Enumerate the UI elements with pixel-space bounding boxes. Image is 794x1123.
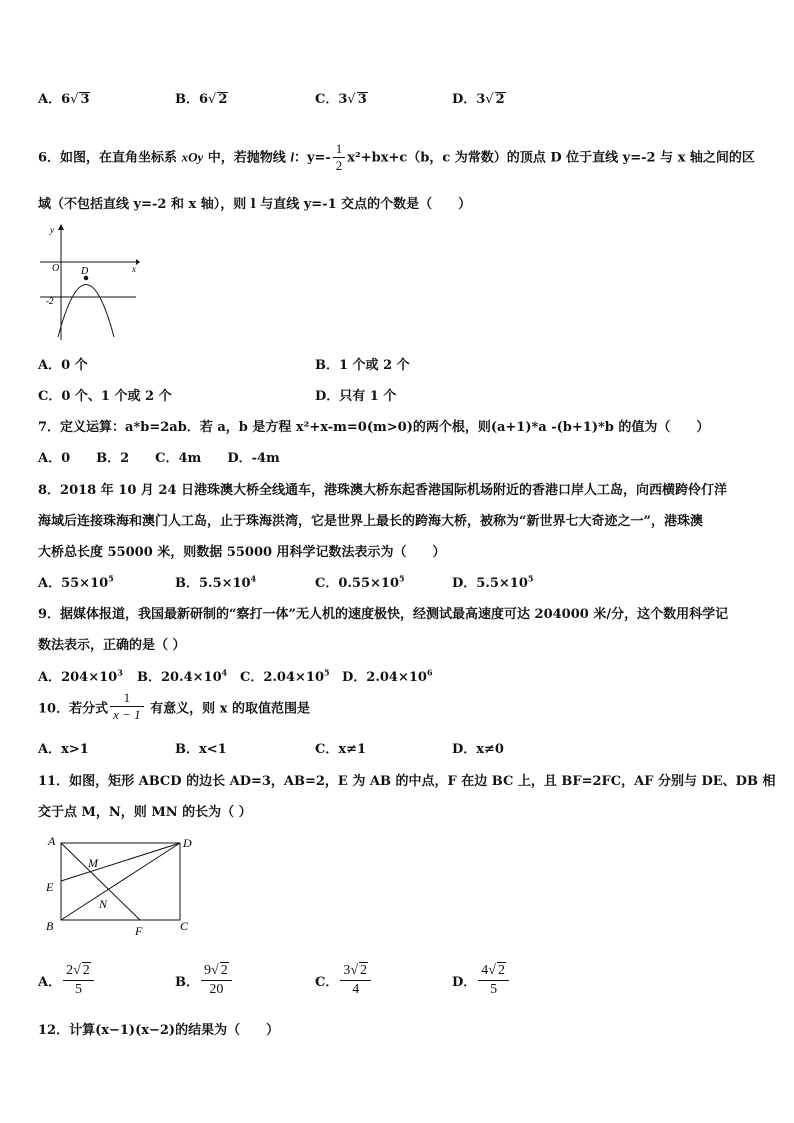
q7-stem: 7．定义运算：a*b=2ab．若 a，b 是方程 x²+x-m=0(m>0)的两个根，则(a+1)*a -(b+1)*b 的值为（ ） <box>38 420 710 435</box>
q8-stem-line3: 大桥总长度 55000 米，则数据 55000 用科学记数法表示为（ ） <box>38 545 446 560</box>
y-label: y <box>50 225 54 235</box>
q10-option-d: D．x≠0 <box>452 742 504 757</box>
q10-option-c: C．x≠1 <box>315 742 367 757</box>
point-a-label: A <box>48 834 56 848</box>
q11-stem-line1: 11．如图，矩形 ABCD 的边长 AD=3，AB=2，E 为 AB 的中点，F 在边 BC 上，且 BF=2FC，AF 分别与 DE、DB 相 <box>38 774 776 789</box>
segment-de <box>61 843 180 881</box>
q6-stem-line1: 6．如图，在直角坐标系 xOy 中，若抛物线 l：y=- $\frac{1}{2}$ x²+bx+c（b，c 为常数）的顶点 D 位于直线 y=-2 与 x 轴之间的区 <box>38 141 755 174</box>
point-f-label: F <box>135 924 143 938</box>
q10-stem: 10．若分式 $\frac{1}{x - 1}$ 有意义，则 x 的取值范围是 <box>38 690 310 723</box>
q9-option-d: D．$2.04\times 10^6$ <box>342 667 433 685</box>
q11-stem-line2: 交于点 M，N，则 MN 的长为（ ） <box>38 805 252 820</box>
q6-parabola-figure <box>36 222 140 342</box>
q9-stem-line2: 数法表示，正确的是（ ） <box>38 638 186 653</box>
q9-option-c: C．$2.04\times 10^5$ <box>240 667 330 685</box>
q8-stem-line2: 海域后连接珠海和澳门人工岛，止于珠海洪湾，它是世界上最长的跨海大桥，被称为“新世界七大奇迹之一”，港珠澳 <box>38 514 703 529</box>
parabola-curve <box>58 285 114 338</box>
point-d-label: D <box>183 836 192 850</box>
q6-stem-line2: 域（不包括直线 y=-2 和 x 轴），则 l 与直线 y=-1 交点的个数是（ ） <box>38 197 472 212</box>
point-b-label: B <box>46 919 54 933</box>
q6-fraction: $\frac{1}{2}$ <box>333 141 346 175</box>
q5-option-d: D．3√ 2 <box>452 92 505 107</box>
vertex-label: D <box>81 266 89 277</box>
q11-option-c: C． $\frac{3√ 2}{4}$ <box>315 962 373 998</box>
q9-stem-line1: 9．据媒体报道，我国最新研制的“察打一体”无人机的速度极快，经测试最高速度可达 204000 米/分，这个数用科学记 <box>38 607 729 622</box>
point-e-label: E <box>46 880 54 894</box>
q10-option-a: A．x>1 <box>38 742 89 757</box>
minus-two-label: -2 <box>46 296 54 306</box>
point-n-label: N <box>99 897 108 911</box>
q6-option-d: D．只有 1 个 <box>315 389 397 404</box>
q9-option-a: A．$204\times 10^3$ <box>38 667 123 685</box>
q6-option-c: C．0 个、1 个或 2 个 <box>38 389 172 404</box>
point-m-label: M <box>88 856 98 870</box>
q8-option-b: B．$5.5\times 10^4$ <box>175 573 257 591</box>
q7-options: A．0 B．2 C．4m D．-4m <box>38 451 280 466</box>
segment-db <box>61 843 180 920</box>
q5-option-c: C．3√ 3 <box>315 92 367 107</box>
q5-option-a: A．6√ 3 <box>38 92 90 107</box>
q8-option-a: A．$55\times 10^5$ <box>38 573 114 591</box>
q11-rectangle-figure <box>40 830 205 940</box>
origin-label: O <box>52 263 60 274</box>
q5-option-b: B．6√ 2 <box>175 92 228 107</box>
q9-option-b: B．$20.4\times 10^4$ <box>137 667 228 685</box>
q12-stem: 12．计算(x−1)(x−2)的结果为（ ） <box>38 1023 280 1038</box>
q11-option-d: D． $\frac{4√ 2}{5}$ <box>452 962 511 998</box>
q11-option-b: B． $\frac{9√ 2}{20}$ <box>175 962 234 998</box>
q8-option-c: C．$0.55\times 10^5$ <box>315 573 405 591</box>
q6-option-b: B．1 个或 2 个 <box>315 358 410 373</box>
q10-fraction: $\frac{1}{x - 1}$ <box>110 690 144 724</box>
q11-option-a: A． $\frac{2√ 2}{5}$ <box>38 962 96 998</box>
q6-option-a: A．0 个 <box>38 358 88 373</box>
x-label: x <box>132 264 136 274</box>
q10-option-b: B．x<1 <box>175 742 227 757</box>
q8-stem-line1: 8．2018 年 10 月 24 日港珠澳大桥全线通车，港珠澳大桥东起香港国际机场附近的香港口岸人工岛，向西横跨伶仃洋 <box>38 483 728 498</box>
point-c-label: C <box>180 919 189 933</box>
q8-option-d: D．$5.5\times 10^5$ <box>452 573 534 591</box>
